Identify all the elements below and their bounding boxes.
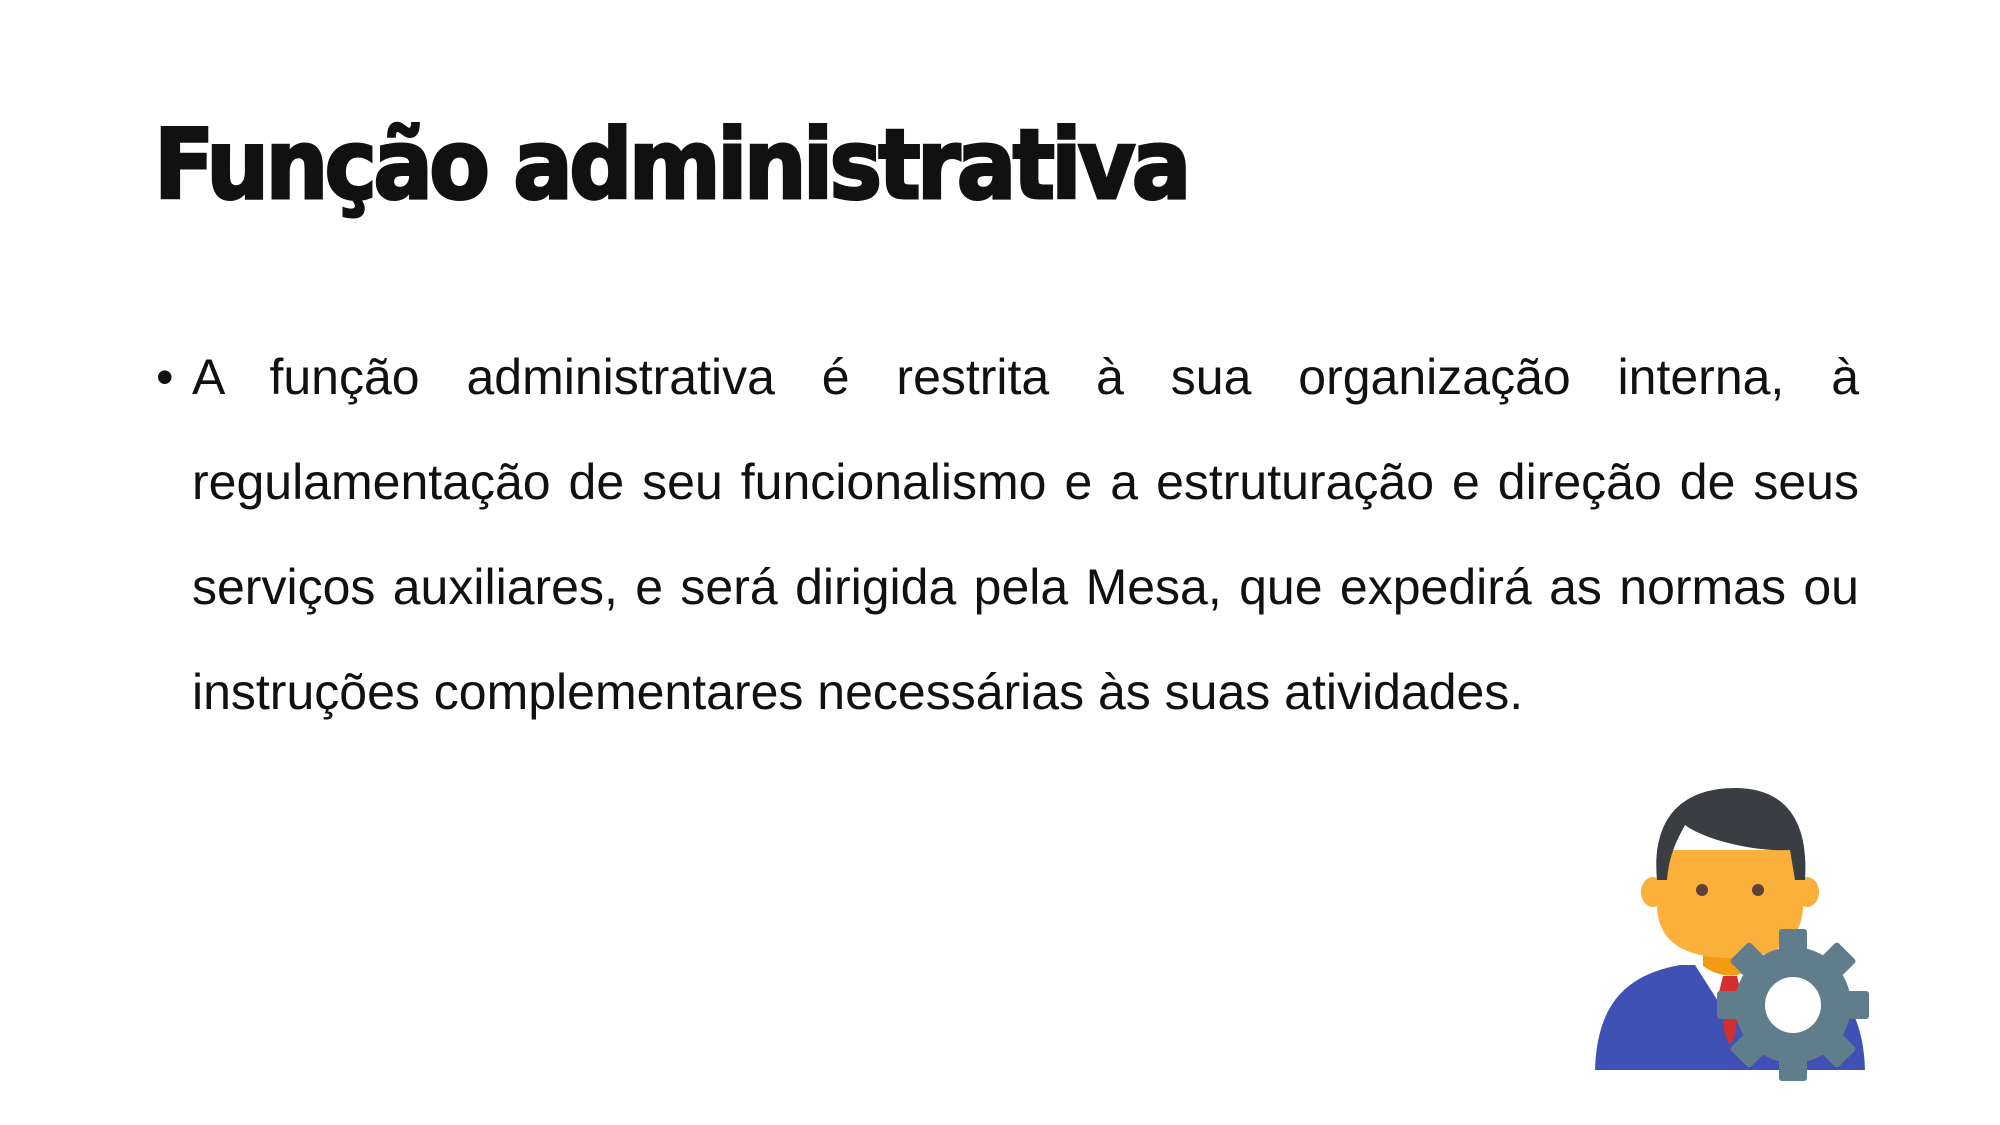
bullet-text: A função administrativa é restrita à sua organização interna, à regulamentação de seu funcionalismo e a estruturação e direção de seus serviços auxiliares, e será dirigida pela Mesa, que expedirá as normas ou instruções complementares necessárias às suas atividades.: [192, 349, 1859, 720]
right-eye-shape: [1752, 884, 1764, 896]
left-eye-shape: [1696, 884, 1708, 896]
gear-icon: [1717, 929, 1869, 1081]
slide-title: Função administrativa: [154, 109, 1188, 221]
bullet-marker: •: [156, 349, 174, 405]
businessman-with-gear-icon: [1585, 780, 1875, 1100]
bullet-list: [154, 325, 1859, 745]
bullet-item: [154, 325, 1859, 745]
